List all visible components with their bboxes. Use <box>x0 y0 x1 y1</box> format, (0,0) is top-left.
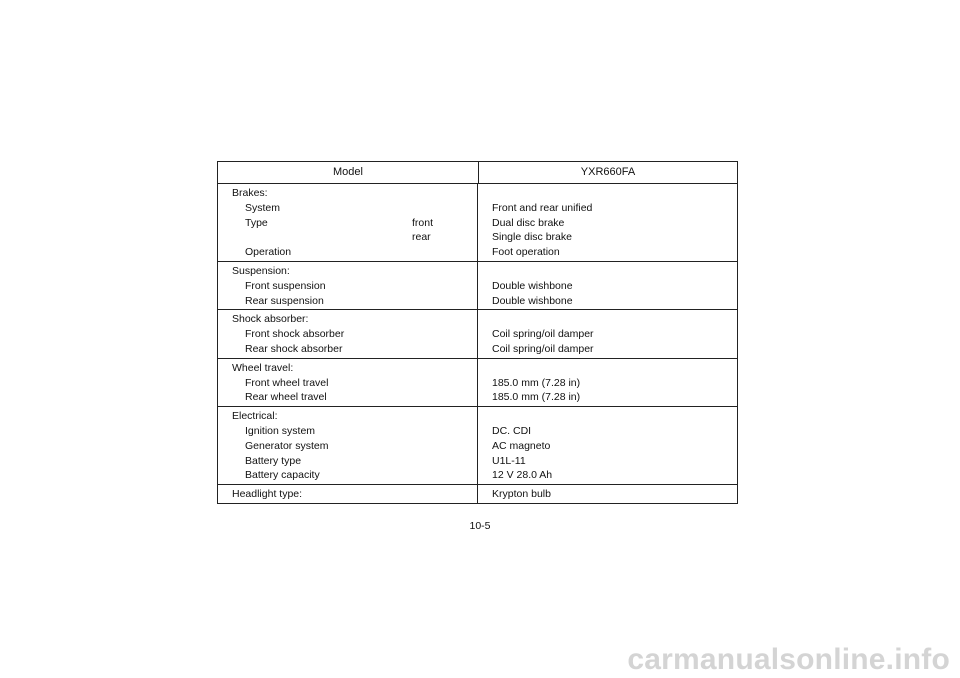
brakes-type-rear-value: Single disc brake <box>492 231 572 244</box>
page-number: 10-5 <box>469 520 491 532</box>
electrical-section <box>218 407 737 485</box>
front-shock-absorber-value: Coil spring/oil damper <box>492 328 594 341</box>
electrical-title: Electrical: <box>232 410 278 423</box>
brakes-section <box>218 184 737 262</box>
suspension-title: Suspension: <box>232 264 290 277</box>
brakes-type-row <box>218 216 477 231</box>
headlight-section <box>218 485 737 503</box>
watermark: carmanualsonline.info <box>627 643 950 676</box>
brakes-operation-value: Foot operation <box>492 246 560 259</box>
front-suspension-label: Front suspension <box>245 279 326 292</box>
front-wheel-travel-value: 185.0 mm (7.28 in) <box>492 376 581 389</box>
generator-system-label: Generator system <box>245 439 329 452</box>
rear-wheel-travel-value: 185.0 mm (7.28 in) <box>492 391 581 404</box>
brakes-system-label: System <box>245 201 281 214</box>
generator-system-value: AC magneto <box>492 439 551 452</box>
brakes-operation-label: Operation <box>245 246 292 259</box>
brakes-type-front-value: Dual disc brake <box>492 216 565 229</box>
wheel-travel-title: Wheel travel: <box>232 361 294 374</box>
front-suspension-value: Double wishbone <box>492 279 573 292</box>
suspension-section <box>218 262 737 310</box>
wheel-travel-section <box>218 359 737 407</box>
ignition-system-label: Ignition system <box>245 424 316 437</box>
brakes-type-rear-row <box>218 230 477 245</box>
brakes-type-rear-label: rear <box>412 231 431 244</box>
ignition-system-value: DC. CDI <box>492 424 532 437</box>
rear-shock-absorber-label: Rear shock absorber <box>245 342 343 355</box>
table-header-row <box>218 162 737 184</box>
shock-absorber-title: Shock absorber: <box>232 313 309 326</box>
brakes-type-label: Type <box>245 216 268 229</box>
rear-suspension-label: Rear suspension <box>245 294 324 307</box>
battery-type-label: Battery type <box>245 454 302 467</box>
battery-capacity-label: Battery capacity <box>245 469 320 482</box>
brakes-system-value: Front and rear unified <box>492 201 593 214</box>
shock-absorber-section <box>218 310 737 358</box>
battery-type-value: U1L-11 <box>492 454 526 467</box>
headlight-type-value: Krypton bulb <box>492 488 551 501</box>
rear-suspension-value: Double wishbone <box>492 294 573 307</box>
front-shock-absorber-label: Front shock absorber <box>245 328 345 341</box>
rear-wheel-travel-label: Rear wheel travel <box>245 391 327 404</box>
spec-table <box>217 161 738 504</box>
headlight-type-label: Headlight type: <box>232 488 303 501</box>
front-wheel-travel-label: Front wheel travel <box>245 376 329 389</box>
model-label: Model <box>218 162 479 183</box>
brakes-title: Brakes: <box>232 187 268 199</box>
battery-capacity-value: 12 V 28.0 Ah <box>492 469 553 482</box>
model-value: YXR660FA <box>580 166 636 178</box>
brakes-type-front-label: front <box>412 216 434 229</box>
rear-shock-absorber-value: Coil spring/oil damper <box>492 342 594 355</box>
